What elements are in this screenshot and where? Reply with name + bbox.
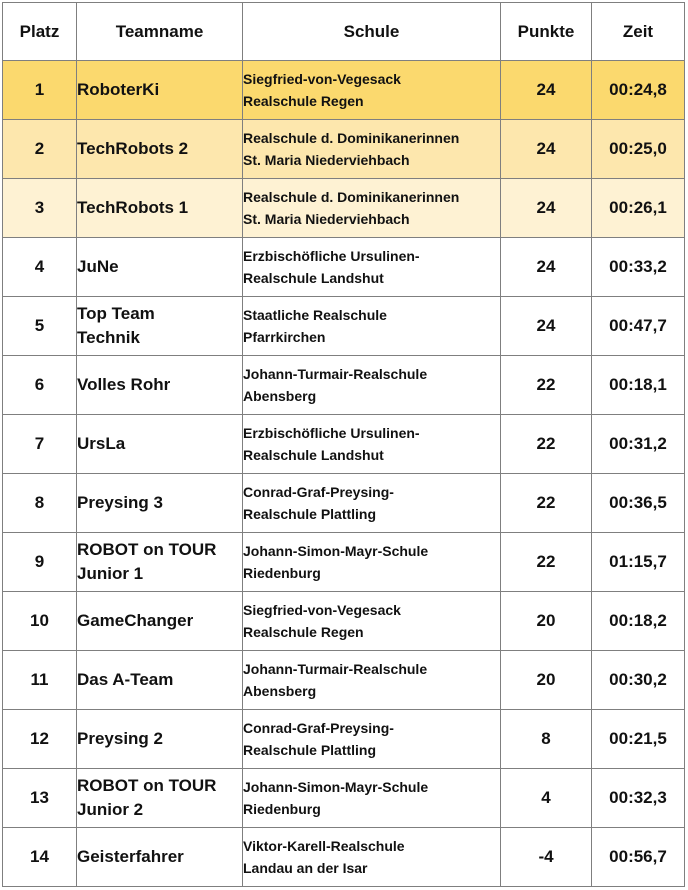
header-teamname: Teamname <box>77 3 243 61</box>
school-line-2: Abensberg <box>243 388 317 404</box>
school-line-2: Pfarrkirchen <box>243 329 326 345</box>
team-name-cell <box>77 651 243 710</box>
time-cell: 00:18,1 <box>592 356 685 415</box>
school-line-1: Conrad-Graf-Preysing- <box>243 720 394 736</box>
school-line-2: Realschule Plattling <box>243 506 377 522</box>
rank-cell: 7 <box>3 415 77 474</box>
school-cell <box>243 474 501 533</box>
team-name-line-1: RoboterKi <box>77 80 160 99</box>
time-cell: 00:21,5 <box>592 710 685 769</box>
school-line-2: Realschule Landshut <box>243 270 384 286</box>
school-line-1: Siegfried-von-Vegesack <box>243 602 401 618</box>
team-name-cell <box>77 474 243 533</box>
points-cell: 4 <box>501 769 592 828</box>
points-cell: 20 <box>501 651 592 710</box>
team-name-cell <box>77 297 243 356</box>
school-cell <box>243 238 501 297</box>
points-cell: 24 <box>501 238 592 297</box>
team-name-line-2: Junior 2 <box>77 800 144 819</box>
points-cell: 24 <box>501 297 592 356</box>
school-line-1: Johann-Simon-Mayr-Schule <box>243 779 429 795</box>
school-line-2: Abensberg <box>243 683 317 699</box>
table-row <box>3 415 685 474</box>
time-cell: 00:24,8 <box>592 61 685 120</box>
table-row <box>3 710 685 769</box>
school-line-1: Realschule d. Dominikanerinnen <box>243 130 460 146</box>
rank-cell: 11 <box>3 651 77 710</box>
points-cell: 22 <box>501 474 592 533</box>
time-cell: 00:56,7 <box>592 828 685 887</box>
school-line-1: Erzbischöfliche Ursulinen- <box>243 425 420 441</box>
rank-cell: 12 <box>3 710 77 769</box>
school-line-1: Johann-Simon-Mayr-Schule <box>243 543 429 559</box>
school-line-1: Erzbischöfliche Ursulinen- <box>243 248 420 264</box>
points-cell: 24 <box>501 61 592 120</box>
rank-cell: 5 <box>3 297 77 356</box>
school-line-2: Realschule Plattling <box>243 742 377 758</box>
team-name-cell <box>77 61 243 120</box>
school-cell <box>243 769 501 828</box>
points-cell: 8 <box>501 710 592 769</box>
table-row <box>3 828 685 887</box>
team-name-line-1: Geisterfahrer <box>77 847 184 866</box>
school-line-1: Conrad-Graf-Preysing- <box>243 484 394 500</box>
team-name-line-1: Volles Rohr <box>77 375 171 394</box>
time-cell: 00:26,1 <box>592 179 685 238</box>
table-row <box>3 533 685 592</box>
team-name-cell <box>77 533 243 592</box>
team-name-line-2: Technik <box>77 328 140 347</box>
school-cell <box>243 828 501 887</box>
results-table <box>2 2 685 887</box>
header-punkte: Punkte <box>501 3 592 61</box>
table-row <box>3 651 685 710</box>
points-cell: 22 <box>501 533 592 592</box>
team-name-cell <box>77 238 243 297</box>
points-cell: 20 <box>501 592 592 651</box>
rank-cell: 1 <box>3 61 77 120</box>
table-row <box>3 61 685 120</box>
school-cell <box>243 710 501 769</box>
table-row <box>3 297 685 356</box>
school-cell <box>243 592 501 651</box>
rank-cell: 4 <box>3 238 77 297</box>
school-line-2: Realschule Landshut <box>243 447 384 463</box>
team-name-cell <box>77 179 243 238</box>
school-line-2: St. Maria Niederviehbach <box>243 152 410 168</box>
time-cell: 00:32,3 <box>592 769 685 828</box>
school-line-1: Realschule d. Dominikanerinnen <box>243 189 460 205</box>
points-cell: 22 <box>501 415 592 474</box>
time-cell: 01:15,7 <box>592 533 685 592</box>
school-cell <box>243 533 501 592</box>
rank-cell: 8 <box>3 474 77 533</box>
school-line-2: Riedenburg <box>243 801 321 817</box>
time-cell: 00:36,5 <box>592 474 685 533</box>
rank-cell: 6 <box>3 356 77 415</box>
school-line-1: Viktor-Karell-Realschule <box>243 838 405 854</box>
points-cell: 24 <box>501 120 592 179</box>
school-cell <box>243 297 501 356</box>
team-name-line-1: TechRobots 2 <box>77 139 189 158</box>
team-name-line-1: Top Team <box>77 304 155 323</box>
school-line-1: Staatliche Realschule <box>243 307 387 323</box>
header-row <box>3 3 685 61</box>
header-schule: Schule <box>243 3 501 61</box>
rank-cell: 2 <box>3 120 77 179</box>
school-line-2: Landau an der Isar <box>243 860 368 876</box>
school-line-2: Realschule Regen <box>243 93 364 109</box>
school-line-2: Realschule Regen <box>243 624 364 640</box>
school-cell <box>243 651 501 710</box>
team-name-line-1: Das A-Team <box>77 670 174 689</box>
school-line-1: Siegfried-von-Vegesack <box>243 71 401 87</box>
rank-cell: 3 <box>3 179 77 238</box>
team-name-cell <box>77 120 243 179</box>
team-name-line-1: UrsLa <box>77 434 126 453</box>
team-name-cell <box>77 415 243 474</box>
table-row <box>3 179 685 238</box>
school-line-2: Riedenburg <box>243 565 321 581</box>
school-cell <box>243 120 501 179</box>
team-name-line-1: Preysing 2 <box>77 729 163 748</box>
points-cell: 24 <box>501 179 592 238</box>
rank-cell: 14 <box>3 828 77 887</box>
team-name-line-1: JuNe <box>77 257 119 276</box>
time-cell: 00:33,2 <box>592 238 685 297</box>
school-cell <box>243 415 501 474</box>
table-row <box>3 238 685 297</box>
team-name-cell <box>77 592 243 651</box>
team-name-line-2: Junior 1 <box>77 564 144 583</box>
time-cell: 00:31,2 <box>592 415 685 474</box>
rank-cell: 13 <box>3 769 77 828</box>
table-row <box>3 769 685 828</box>
time-cell: 00:18,2 <box>592 592 685 651</box>
team-name-line-1: ROBOT on TOUR <box>77 776 217 795</box>
team-name-cell <box>77 769 243 828</box>
table-row <box>3 474 685 533</box>
school-cell <box>243 179 501 238</box>
school-line-2: St. Maria Niederviehbach <box>243 211 410 227</box>
table-row <box>3 120 685 179</box>
rank-cell: 10 <box>3 592 77 651</box>
team-name-line-1: Preysing 3 <box>77 493 163 512</box>
header-zeit: Zeit <box>592 3 685 61</box>
school-line-1: Johann-Turmair-Realschule <box>243 366 428 382</box>
team-name-cell <box>77 828 243 887</box>
time-cell: 00:25,0 <box>592 120 685 179</box>
team-name-cell <box>77 356 243 415</box>
rank-cell: 9 <box>3 533 77 592</box>
table-row <box>3 356 685 415</box>
school-line-1: Johann-Turmair-Realschule <box>243 661 428 677</box>
table-row <box>3 592 685 651</box>
points-cell: -4 <box>501 828 592 887</box>
team-name-line-1: TechRobots 1 <box>77 198 189 217</box>
time-cell: 00:30,2 <box>592 651 685 710</box>
team-name-line-1: GameChanger <box>77 611 194 630</box>
time-cell: 00:47,7 <box>592 297 685 356</box>
points-cell: 22 <box>501 356 592 415</box>
school-cell <box>243 356 501 415</box>
team-name-line-1: ROBOT on TOUR <box>77 540 217 559</box>
school-cell <box>243 61 501 120</box>
team-name-cell <box>77 710 243 769</box>
header-platz: Platz <box>3 3 77 61</box>
